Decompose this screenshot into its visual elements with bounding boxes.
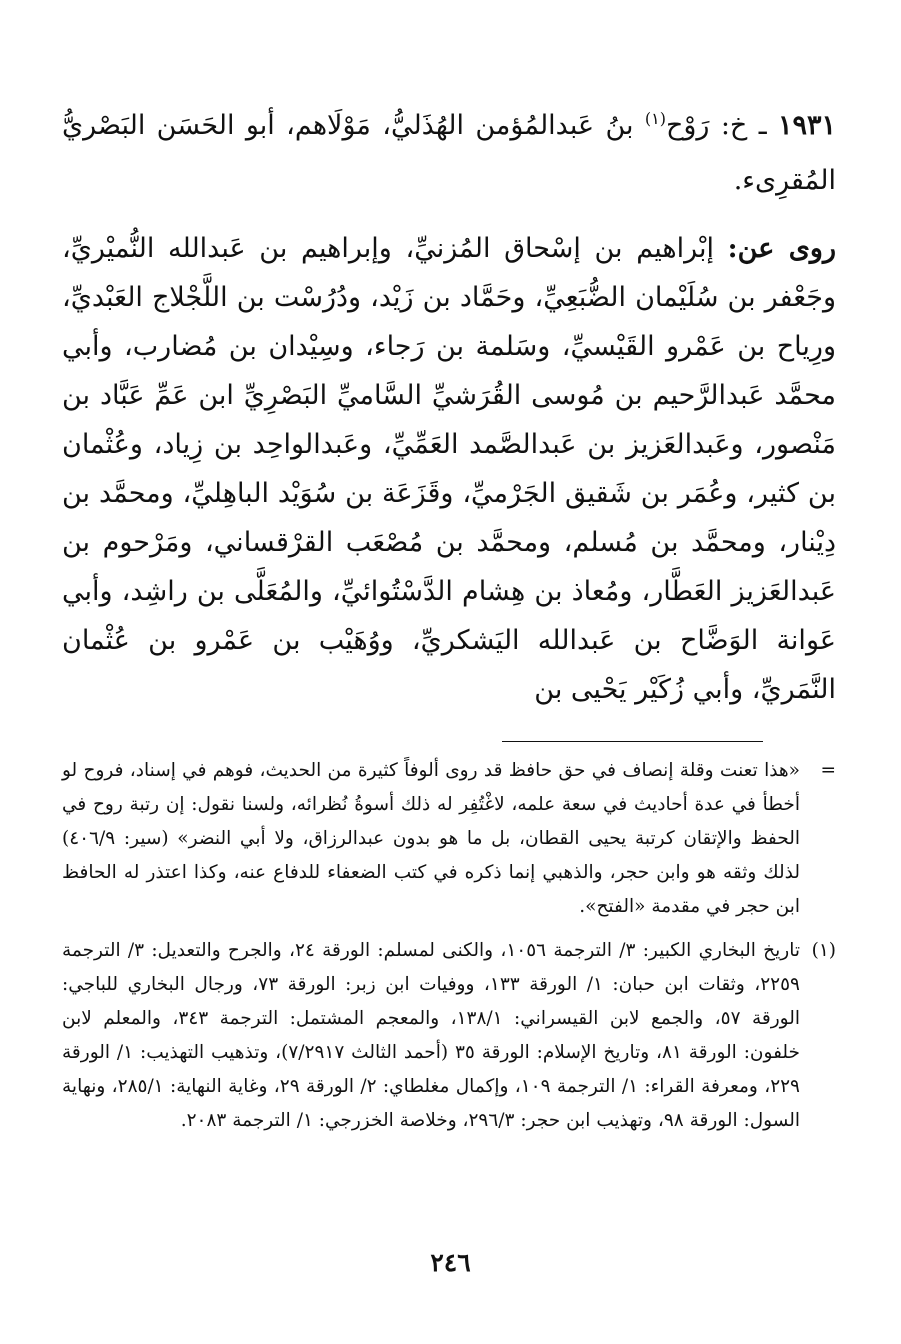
footnote-text: تاريخ البخاري الكبير: ٣/ الترجمة ١٠٥٦، والكنى لمسلم: الورقة ٢٤، والجرح والتعديل: ٣/ الترجمة ٢٢٥٩، وثقات ابن حبان: ١/ الورقة ١٣٣، ووفيات ابن زبر: الورقة ٧٣، ورجال البخاري للباجي: الورقة ٥٧، والجمع لابن القيسراني: ١٣٨/١، والمعجم المشتمل: الترجمة ٣٤٣، والمعلم لابن خلفون: الورقة ٨١، وتاريخ الإسلام: الورقة ٣٥ (أحمد الثالث ٧/٢٩١٧)، وتذهيب التهذيب: ١/ الورقة ٢٢٩، ومعرفة القراء: ١/ الترجمة ١٠٩، وإكمال مغلطاي: ٢/ الورقة ٢٩، وغاية النهاية: ٢٨٥/١، ونهاية السول: الورقة ٩٨، وتهذيب ابن حجر: ٢٩٦/٣، وخلاصة الخزرجي: ١/ الترجمة ٢٠٨٣.: [62, 940, 800, 1131]
page-number: ٢٤٦: [430, 1248, 471, 1277]
main-text: [62, 98, 836, 714]
footnote-text: «هذا تعنت وقلة إنصاف في حق حافظ قد روى ألوفاً كثيرة من الحديث، فوهم في إسناد، فروح لو أخطأ في عدة أحاديث في سعة علمه، لاغْتُفِر له ذلك أسوةُ نُظرائه، ولسنا نقول: إن رتبة روح في الحفظ والإتقان كرتبة يحيى القطان، بل ما هو بدون عبدالرزاق، ولا أبي النضر» (سير: ٤٠٦/٩) لذلك وثقه هو وابن حجر، والذهبي إنما ذكره في كتب الضعفاء للدفاع عنه، وكذا اعتذر له الحافظ ابن حجر في مقدمة «الفتح».: [62, 760, 800, 917]
footnote-1: [62, 934, 836, 1138]
entry-name-head: ـ خ: رَوْح: [665, 110, 778, 141]
narrated-from-label: روى عن:: [727, 233, 836, 264]
footnote-marker: (١): [811, 940, 836, 961]
footnote-continuation: [62, 754, 836, 924]
entry-number: ١٩٣١: [777, 110, 836, 141]
footnotes: [62, 754, 836, 1138]
footnote-divider: [502, 741, 763, 742]
entry-heading: [62, 98, 836, 208]
footnote-marker: =: [820, 760, 836, 781]
footnote-reference[interactable]: (١): [644, 109, 666, 128]
narrators-list: إبْراهيم بن إسْحاق المُزنيِّ، وإبراهيم بن عَبدالله النُّميْريِّ، وجَعْفر بن سُلَيْمان الضُّبَعِيِّ، وحَمَّاد بن زَيْد، ودُرُسْت بن اللَّجْلاج العَبْديِّ، ورِياح بن عَمْرو القَيْسيِّ، وسَلمة بن رَجاء، وسِيْدان بن مُضارب، وأبي محمَّد عَبدالرَّحيم بن مُوسى القُرَشيِّ السَّاميِّ البَصْرِيِّ ابن عَمِّ عَبَّاد بن مَنْصور، وعَبدالعَزيز بن عَبدالصَّمد العَمِّيِّ، وعَبدالواحِد بن زِياد، وعُثْمان بن كثير، وعُمَر بن شَقيق الجَرْميِّ، وقَزَعَة بن سُوَيْد الباهِليِّ، ومحمَّد بن دِيْنار، ومحمَّد بن مُسلم، ومحمَّد بن مُصْعَب القرْقساني، ومَرْحوم بن عَبدالعَزيز العَطَّار، ومُعاذ بن هِشام الدَّسْتُوائيِّ، والمُعَلَّى بن راشِد، وأبي عَوانة الوَضَّاح بن عَبدالله اليَشكريِّ، ووُهَيْب بن عَمْرو بن عُثْمان النَّمَريِّ، وأبي زُكَيْر يَحْيى بن: [62, 233, 836, 705]
narrators-paragraph: [62, 224, 836, 714]
entry-name-rest: بنُ عَبدالمُؤمن الهُذَليُّ، مَوْلَاهم، أبو الحَسَن البَصْريُّ المُقرِىء.: [62, 110, 836, 196]
